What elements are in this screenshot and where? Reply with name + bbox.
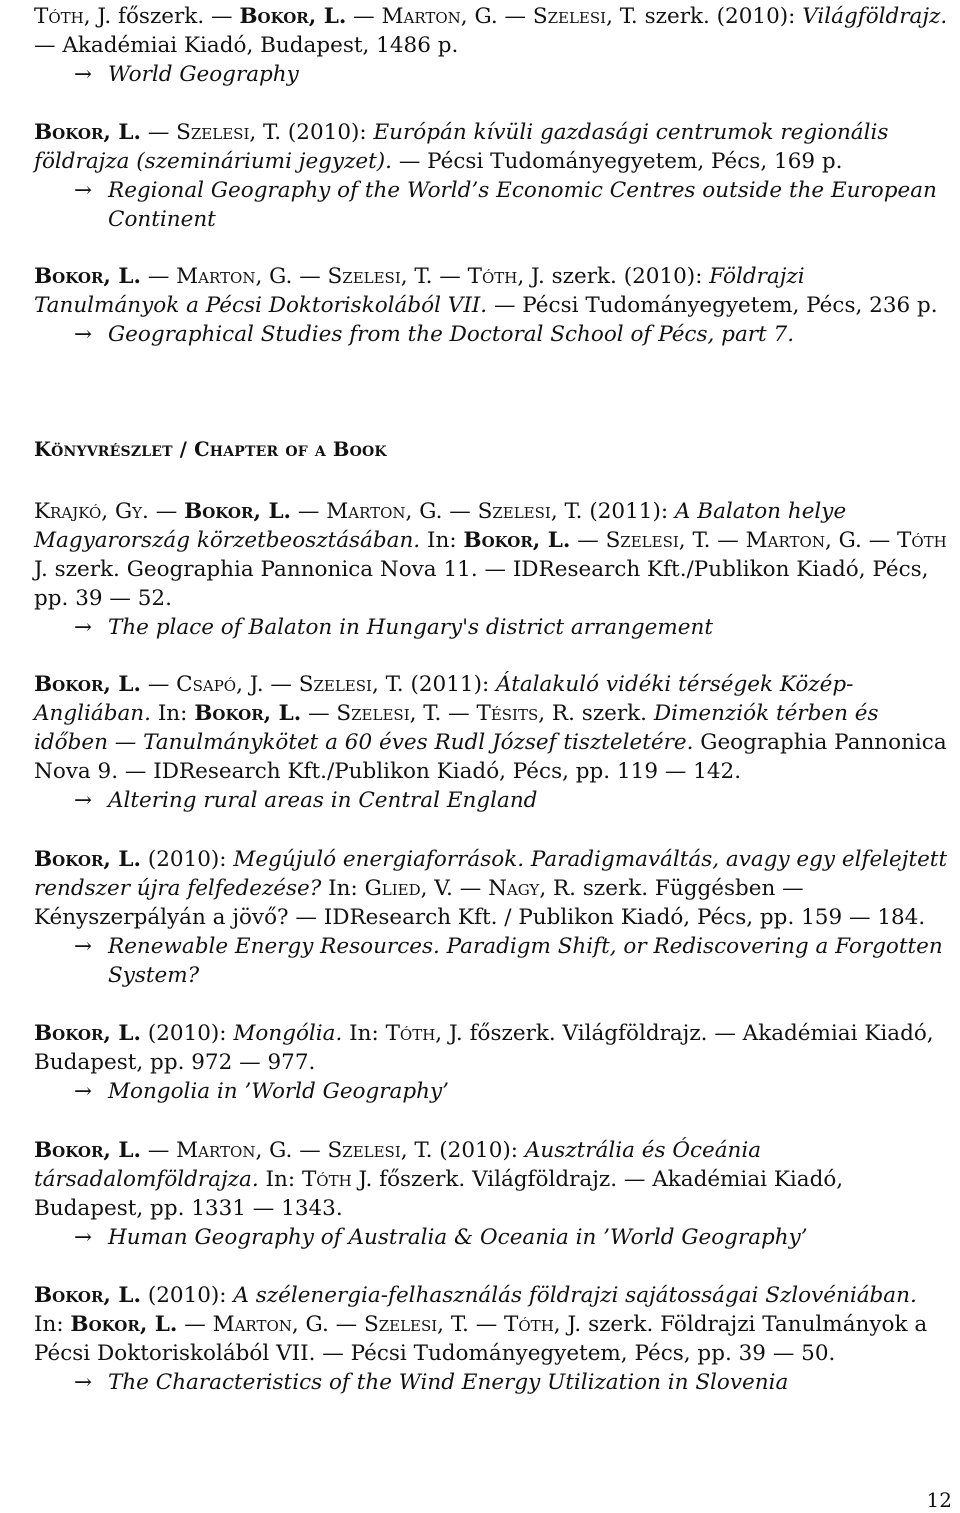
arrow-right-icon: → (74, 788, 93, 813)
english-translation (34, 613, 950, 642)
arrow-right-icon: → (74, 1225, 93, 1250)
page-number: 12 (926, 1488, 952, 1512)
reference-entry (34, 1281, 950, 1397)
author: Szelesi, T. (532, 4, 638, 29)
author: Bokor, L. (34, 1283, 141, 1308)
author: Bokor, L. (34, 1021, 141, 1046)
editor: Marton, G. (212, 1312, 329, 1337)
volume-title: Dimenziók térben és időben — Tanulmánykötet a 60 éves Rudl József tiszteletére. (34, 701, 879, 755)
citation-text: — (346, 4, 382, 29)
author: Bokor, L. (34, 120, 141, 145)
citation-text: — Pécsi Tudományegyetem, Pécs, 169 p. (392, 149, 843, 174)
citation-text: (2010): (281, 120, 374, 145)
english-translation (34, 176, 950, 234)
citation-text: (2010): (140, 1021, 234, 1046)
reference-entry (34, 845, 950, 990)
editor: Szelesi, T. (363, 1312, 469, 1337)
citation-text: — (452, 876, 489, 901)
section-heading: Könyvrészlet / Chapter of a Book (34, 438, 387, 461)
citation-text: — (570, 528, 606, 553)
citation (34, 497, 950, 613)
citation (34, 1136, 950, 1223)
citation-text: — (328, 1312, 364, 1337)
citation (34, 118, 950, 176)
citation-text: — (301, 701, 337, 726)
author: Bokor, L. (34, 847, 141, 872)
reference-entry (34, 262, 950, 349)
editor: Bokor, L. (70, 1312, 178, 1337)
author: Tóth, J. (34, 4, 112, 29)
citation (34, 1281, 950, 1368)
arrow-right-icon: → (74, 1079, 93, 1104)
citation-text: — (441, 701, 477, 726)
citation-text: szerk. (574, 701, 654, 726)
citation-text: szerk. (2010): (637, 4, 803, 29)
english-translation (34, 932, 950, 990)
citation-text: — (140, 1138, 177, 1163)
citation (34, 1019, 950, 1077)
editor: Szelesi, T. (605, 528, 711, 553)
reference-entry (34, 497, 950, 642)
author: Bokor, L. (34, 1138, 141, 1163)
author: Szelesi, T. (176, 120, 282, 145)
reference-entry (34, 670, 950, 815)
editor: Tóth, J. (385, 1021, 463, 1046)
citation-text: (2010): (140, 847, 234, 872)
citation-text: — (432, 264, 468, 289)
english-translation (34, 60, 950, 89)
citation-text: — (710, 528, 746, 553)
citation-text: Geographia Pannonica Nova 9. — IDResearch Kft./Publikon Kiadó, Pécs, pp. 119 — 142. (34, 730, 947, 784)
editor: Tóth, J. (504, 1312, 582, 1337)
work-title: Világföldrajz. (802, 4, 948, 29)
work-title: Ausztrália és Óceánia társadalomföldrajza. (34, 1138, 762, 1192)
translation-text: Human Geography of Australia & Oceania in ’World Geography’ (108, 1225, 808, 1250)
editor: Nagy, R. (488, 876, 577, 901)
author: Bokor, L. (184, 499, 292, 524)
citation-text: szerk. Geographia Pannonica Nova 11. — IDResearch Kft./Publikon Kiadó, Pécs, pp. 39 — 52. (34, 557, 929, 611)
citation-text: szerk. Függésben — Kényszerpályán a jövő? — IDResearch Kft. / Publikon Kiadó, Pécs, pp. 159 — 184. (34, 876, 926, 930)
citation-text: — (140, 672, 177, 697)
citation-text: — (292, 1138, 328, 1163)
translation-text: Geographical Studies from the Doctoral School of Pécs, part 7. (108, 322, 795, 347)
author: Marton, G. (326, 499, 443, 524)
work-title: Átalakuló vidéki térségek Közép-Angliában. (34, 672, 854, 726)
citation-text: főszerk. Világföldrajz. — Akadémiai Kiadó, Budapest, pp. 1331 — 1343. (34, 1167, 844, 1221)
citation-text: (2011): (403, 672, 497, 697)
translation-text: Regional Geography of the World’s Economic Centres outside the European Continent (108, 178, 937, 232)
author: Bokor, L. (34, 264, 141, 289)
citation-text: — Akadémiai Kiadó, Budapest, 1486 p. (34, 33, 459, 58)
editor: Tóth J. (34, 528, 947, 582)
author: Bokor, L. (34, 672, 141, 697)
citation-text: főszerk. (111, 4, 211, 29)
author: Bokor, L. (239, 4, 347, 29)
author: Marton, G. (176, 264, 293, 289)
editor: Tóth J. (301, 1167, 373, 1192)
citation-text: — (140, 264, 177, 289)
author: Szelesi, T. (477, 499, 583, 524)
translation-text: The Characteristics of the Wind Energy Utilization in Slovenia (108, 1370, 789, 1395)
citation-text: In: (321, 876, 365, 901)
citation (34, 670, 950, 786)
citation-text: In: (342, 1021, 386, 1046)
citation (34, 2, 950, 60)
editor: Tésits, R. (476, 701, 575, 726)
work-title: Mongólia. (233, 1021, 343, 1046)
citation-text: — (468, 1312, 505, 1337)
translation-text: World Geography (108, 62, 299, 87)
translation-text: The place of Balaton in Hungary's district arrangement (108, 615, 714, 640)
citation-text: (2011): (582, 499, 675, 524)
work-title: Megújuló energiaforrások. Paradigmaváltás, avagy egy elfelejtett rendszer újra felfedezése? (34, 847, 948, 901)
citation-text: In: (150, 701, 195, 726)
citation-text: — (442, 499, 478, 524)
author: Tóth, J. (467, 264, 545, 289)
reference-entry (34, 1019, 950, 1106)
reference-entry (34, 118, 950, 234)
author: Marton, G. (381, 4, 498, 29)
work-title: Európán kívüli gazdasági centrumok regionális földrajza (szemináriumi jegyzet). (34, 120, 889, 174)
citation-text: (2010): (140, 1283, 234, 1308)
editor: Marton, G. (745, 528, 862, 553)
citation-text: In: (420, 528, 464, 553)
arrow-right-icon: → (74, 1370, 93, 1395)
arrow-right-icon: → (74, 62, 93, 87)
citation-text: főszerk. Világföldrajz. — Akadémiai Kiadó, Budapest, pp. 972 — 977. (34, 1021, 934, 1075)
arrow-right-icon: → (74, 934, 93, 959)
translation-text: Altering rural areas in Central England (108, 788, 538, 813)
english-translation (34, 786, 950, 815)
editor: Szelesi, T. (336, 701, 442, 726)
citation-text: — (292, 264, 328, 289)
reference-entry (34, 2, 950, 89)
citation-text: — (291, 499, 327, 524)
citation-text: szerk. Földrajzi Tanulmányok a Pécsi Doktoriskolából VII. — Pécsi Tudományegyetem, Pécs, pp. 39 — 50. (34, 1312, 928, 1366)
citation-text: — (148, 499, 185, 524)
english-translation (34, 1223, 950, 1252)
citation (34, 845, 950, 932)
citation-text: — (140, 120, 177, 145)
work-title: A Balaton helye Magyarország körzetbeosztásában. (34, 499, 847, 553)
editor: Glied, V. (364, 876, 453, 901)
author: Szelesi, T. (327, 264, 433, 289)
citation-text: — (861, 528, 898, 553)
author: Szelesi, T. (327, 1138, 433, 1163)
citation-text: — (210, 4, 240, 29)
citation-text: (2010): (432, 1138, 525, 1163)
arrow-right-icon: → (74, 178, 93, 203)
english-translation (34, 1368, 950, 1397)
citation-text: — (263, 672, 299, 697)
author: Krajkó, Gy. (34, 499, 149, 524)
citation-text: — (497, 4, 533, 29)
editor: Bokor, L. (194, 701, 302, 726)
english-translation (34, 1077, 950, 1106)
citation-text: In: (34, 1312, 71, 1337)
arrow-right-icon: → (74, 322, 93, 347)
work-title: A szélenergia-felhasználás földrajzi sajátosságai Szlovéniában. (233, 1283, 917, 1308)
citation-text: szerk. (2010): (544, 264, 710, 289)
editor: Bokor, L. (463, 528, 571, 553)
translation-text: Renewable Energy Resources. Paradigm Shift, or Rediscovering a Forgotten System? (108, 934, 943, 988)
translation-text: Mongolia in ’World Geography’ (108, 1079, 449, 1104)
arrow-right-icon: → (74, 615, 93, 640)
author: Marton, G. (176, 1138, 293, 1163)
author: Csapó, J. (176, 672, 264, 697)
citation-text: — Pécsi Tudományegyetem, Pécs, 236 p. (487, 293, 938, 318)
work-title: Földrajzi Tanulmányok a Pécsi Doktoriskolából VII. (34, 264, 805, 318)
author: Szelesi, T. (298, 672, 404, 697)
citation-text: In: (258, 1167, 302, 1192)
citation-text: — (177, 1312, 213, 1337)
english-translation (34, 320, 950, 349)
citation (34, 262, 950, 320)
reference-entry (34, 1136, 950, 1252)
